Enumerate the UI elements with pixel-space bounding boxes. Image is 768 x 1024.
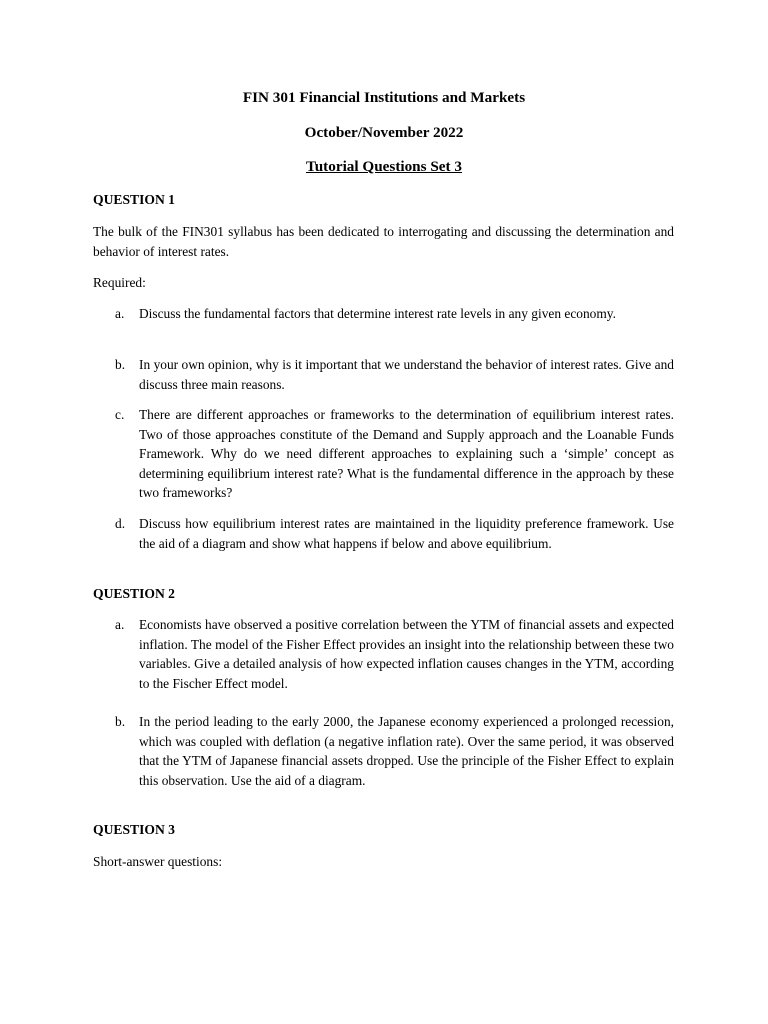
item-marker: a. [115, 617, 125, 632]
item-text: Discuss the fundamental factors that determine interest rate levels in any given economy. [139, 306, 616, 321]
item-text: There are different approaches or frameworks to the determination of equilibrium interest rates. Two of those approaches constitute of the Demand and Supply approach and the Loanable Funds Framework. Why do we need different approaches to explaining such a ‘simple’ concept as determining equilibrium interest rate? What is the fundamental difference in the approach by these two frameworks? [139, 407, 674, 500]
item-marker: b. [115, 357, 126, 372]
question-1-heading: QUESTION 1 [93, 192, 175, 207]
course-title: FIN 301 Financial Institutions and Markets [242, 89, 526, 106]
item-marker: a. [115, 306, 125, 321]
item-text: Discuss how equilibrium interest rates are maintained in the liquidity preference framework. Use the aid of a diagram and show what happens if below and above equilibrium. [139, 516, 674, 551]
question-1-item-c [93, 405, 674, 503]
question-1-intro: The bulk of the FIN301 syllabus has been dedicated to interrogating and discussing the determination and behavior of interest rates. [93, 224, 674, 259]
question-1-item-b [93, 355, 674, 394]
question-1-required: Required: [93, 275, 146, 290]
item-marker: c. [115, 407, 125, 422]
item-text: Economists have observed a positive correlation between the YTM of financial assets and expected inflation. The model of the Fisher Effect provides an insight into the relationship between these two variables. Give a detailed analysis of how expected inflation causes changes in the YTM, according to the Fischer Effect model. [139, 617, 674, 691]
question-2-heading: QUESTION 2 [93, 586, 175, 601]
question-3-heading: QUESTION 3 [93, 822, 175, 837]
question-2-item-a [93, 615, 674, 693]
item-text: In the period leading to the early 2000, the Japanese economy experienced a prolonged recession, which was coupled with deflation (a negative inflation rate). Over the same period, it was observed that the YTM of Japanese financial assets dropped. Use the principle of the Fisher Effect to explain this observation. Use the aid of a diagram. [139, 714, 674, 788]
question-3-intro: Short-answer questions: [93, 854, 223, 869]
item-text: In your own opinion, why is it important that we understand the behavior of interest rates. Give and discuss three main reasons. [139, 357, 674, 392]
item-marker: b. [115, 714, 126, 729]
question-1-item-d [93, 514, 674, 553]
set-title-text: Tutorial Questions Set 3 [306, 158, 462, 175]
document-date: October/November 2022 [304, 124, 464, 141]
question-2-item-b [93, 712, 674, 790]
set-title [0, 157, 768, 177]
question-1-item-a [93, 304, 674, 324]
item-marker: d. [115, 516, 126, 531]
